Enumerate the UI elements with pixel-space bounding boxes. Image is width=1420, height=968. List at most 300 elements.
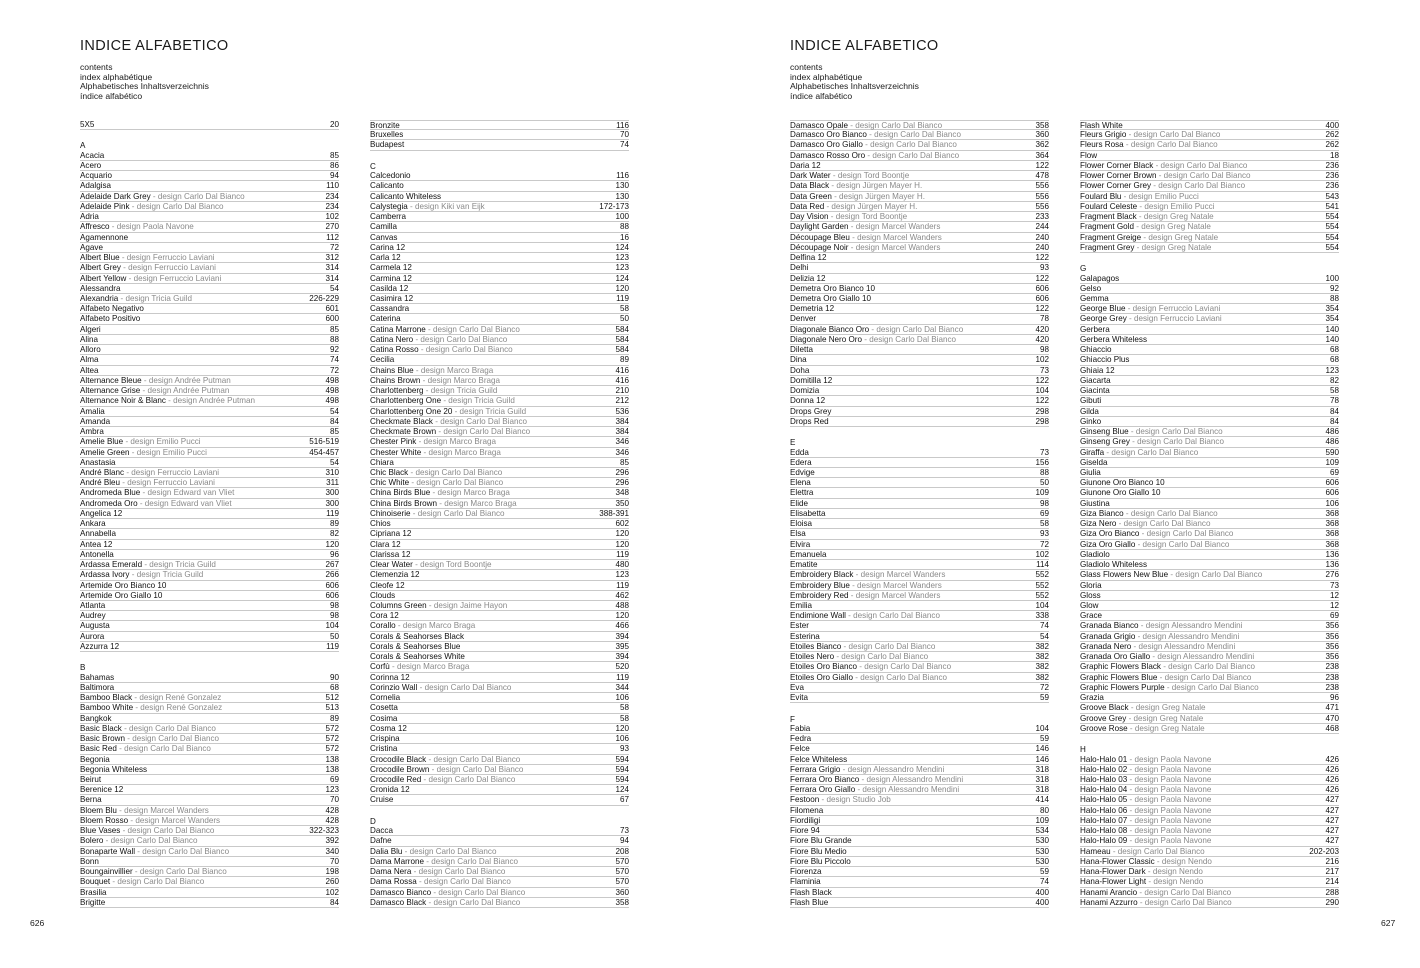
- entry-page: 122: [1035, 273, 1049, 283]
- entry-designer: - design Carlo Dal Bianco: [417, 877, 511, 886]
- index-entry: [80, 202, 339, 212]
- index-entry: [80, 611, 339, 621]
- entry-page: 122: [1035, 304, 1049, 314]
- entry-designer: - design Andrée Putman: [166, 396, 255, 405]
- entry-name: Giselda: [1080, 457, 1108, 467]
- entry-name: Adelaide Pink: [80, 201, 130, 211]
- index-entry: [1080, 284, 1339, 294]
- index-entry: [790, 581, 1049, 591]
- index-entry: [1080, 499, 1339, 509]
- entry-name: Drops Red: [790, 416, 829, 426]
- entry-name: Clara 12: [370, 539, 401, 549]
- entry-name: Fragment Greige: [1080, 232, 1142, 242]
- entry-page: 102: [1035, 549, 1049, 559]
- entry-page: 72: [1039, 682, 1049, 692]
- index-entry: [790, 888, 1049, 898]
- entry-name: Edvige: [790, 467, 815, 477]
- index-entry: [370, 519, 629, 529]
- entry-page: 606: [325, 590, 339, 600]
- entry-name: Carmela 12: [370, 263, 412, 273]
- letter-group: [80, 120, 339, 130]
- entry-page: 238: [1325, 672, 1339, 682]
- entry-page: 210: [615, 386, 629, 396]
- index-entry: [370, 233, 629, 243]
- entry-designer: - design Marco Braga: [420, 376, 500, 385]
- entry-page: 541: [1325, 201, 1339, 211]
- entry-name: 5X5: [80, 120, 95, 129]
- entry-name: Eva: [790, 682, 804, 692]
- index-entry: [790, 478, 1049, 488]
- entry-name: Halo-Halo 01: [1080, 754, 1128, 764]
- index-entry: [370, 734, 629, 744]
- index-entry: [790, 366, 1049, 376]
- index-entry: [790, 734, 1049, 744]
- entry-page: 54: [329, 406, 339, 416]
- entry-name: Fedra: [790, 734, 812, 744]
- entry-name: Elisabetta: [790, 508, 826, 518]
- entry-page: 530: [1035, 856, 1049, 866]
- entry-name: Artemide Oro Bianco 10: [80, 580, 167, 590]
- entry-designer: - design Carlo Dal Bianco: [1138, 898, 1232, 907]
- entry-page: 310: [325, 467, 339, 477]
- entry-name: China Birds Blue: [370, 488, 431, 498]
- entry-page: 400: [1035, 897, 1049, 907]
- entry-name: Daylight Garden: [790, 222, 849, 232]
- entry-page: 344: [615, 682, 629, 692]
- entry-designer: - design Carlo Dal Bianco: [865, 151, 959, 160]
- entry-name: Diagonale Nero Oro: [790, 334, 862, 344]
- entry-designer: - design Carlo Dal Bianco: [862, 335, 956, 344]
- index-entry: [790, 673, 1049, 683]
- index-entry: [80, 734, 339, 744]
- entry-name: Flash Blue: [790, 897, 829, 907]
- entry-page: 198: [325, 867, 339, 877]
- entry-name: Chinoiserie: [370, 508, 411, 518]
- index-entry: [80, 836, 339, 846]
- entry-page: 238: [1325, 662, 1339, 672]
- index-entry: [1080, 529, 1339, 539]
- index-entry: [790, 325, 1049, 335]
- entry-page: 120: [615, 529, 629, 539]
- entry-page: 234: [325, 191, 339, 201]
- entry-page: 89: [619, 355, 629, 365]
- entry-name: Corallo: [370, 621, 396, 631]
- entry-page: 314: [325, 273, 339, 283]
- index-entry: [370, 437, 629, 447]
- entry-page: 120: [615, 611, 629, 621]
- entry-page: 69: [1329, 611, 1339, 621]
- entry-name: Cosetta: [370, 703, 398, 713]
- entry-page: 552: [1035, 590, 1049, 600]
- entry-name: Ginseng Blue: [1080, 427, 1129, 437]
- index-entry: [1080, 714, 1339, 724]
- entry-name: Delhi: [790, 263, 809, 273]
- entry-page: 454-457: [309, 447, 339, 457]
- entry-name: Bamboo Black: [80, 693, 133, 703]
- entry-name: Chic White: [370, 478, 410, 488]
- entry-designer: - design Marco Braga: [437, 499, 517, 508]
- entry-page: 138: [325, 754, 339, 764]
- entry-page: 67: [619, 795, 629, 805]
- entry-page: 238: [1325, 682, 1339, 692]
- entry-page: 594: [615, 754, 629, 764]
- index-entry: [370, 550, 629, 560]
- index-entry: [370, 335, 629, 345]
- index-entry: [80, 499, 339, 509]
- entry-page: 554: [1325, 232, 1339, 242]
- entry-name: Alessandra: [80, 283, 121, 293]
- entry-name: Giulia: [1080, 467, 1101, 477]
- entry-name: Felce: [790, 744, 810, 754]
- entry-name: Caterina: [370, 314, 401, 324]
- entry-page: 92: [329, 345, 339, 355]
- entry-designer: - design Carlo Dal Bianco: [130, 202, 224, 211]
- entry-page: 572: [325, 734, 339, 744]
- entry-name: Granada Oro Giallo: [1080, 652, 1151, 662]
- index-entry: [790, 724, 1049, 734]
- entry-designer: - design Emilio Pucci: [1121, 192, 1198, 201]
- index-entry: [790, 642, 1049, 652]
- entry-name: Antonella: [80, 549, 114, 559]
- entry-name: Cora 12: [370, 611, 399, 621]
- entry-designer: - design Carlo Dal Bianco: [1126, 130, 1220, 139]
- index-entry: [370, 427, 629, 437]
- entry-page: 368: [1325, 508, 1339, 518]
- entry-name: Elvira: [790, 539, 811, 549]
- entry-name: Flower Corner Brown: [1080, 171, 1157, 181]
- letter-heading: E: [790, 438, 796, 448]
- entry-page: 416: [615, 365, 629, 375]
- entry-designer: - design Carlo Dal Bianco: [120, 826, 214, 835]
- subtitle: contents: [80, 62, 113, 72]
- entry-name: Cosma 12: [370, 723, 407, 733]
- entry-designer: - design Marcel Wanders: [128, 816, 220, 825]
- index-entry: [1080, 345, 1339, 355]
- index-entry: [370, 355, 629, 365]
- entry-name: Casimira 12: [370, 293, 414, 303]
- entry-name: Damasco Black: [370, 897, 427, 907]
- entry-name: Damasco Oro Bianco: [790, 130, 867, 140]
- entry-name: Esterina: [790, 631, 820, 641]
- index-entry: [80, 693, 339, 703]
- entry-page: 312: [325, 253, 339, 263]
- entry-name: Daria 12: [790, 160, 821, 170]
- index-entry: [370, 140, 629, 150]
- index-entry: [80, 560, 339, 570]
- entry-page: 20: [329, 120, 339, 129]
- entry-name: Glow: [1080, 601, 1099, 611]
- index-entry: [1080, 233, 1339, 243]
- entry-designer: - design Marcel Wanders: [117, 806, 209, 815]
- entry-page: 124: [615, 273, 629, 283]
- entry-name: Calicanto Whiteless: [370, 191, 442, 201]
- entry-name: Berna: [80, 795, 102, 805]
- entry-name: Ferrara Oro Giallo: [790, 785, 856, 795]
- entry-page: 426: [1325, 754, 1339, 764]
- subtitle-list: [80, 63, 209, 101]
- index-entry: [790, 560, 1049, 570]
- index-entry: [790, 857, 1049, 867]
- index-entry: [790, 314, 1049, 324]
- entry-name: Bonaparte Wall: [80, 846, 136, 856]
- entry-name: Atlanta: [80, 601, 106, 611]
- entry-name: Charlottenberg: [370, 386, 424, 396]
- entry-page: 54: [329, 457, 339, 467]
- index-entry: [790, 263, 1049, 273]
- entry-page: 54: [1039, 631, 1049, 641]
- entry-page: 572: [325, 744, 339, 754]
- index-entry: [790, 140, 1049, 150]
- entry-name: Fragment Grey: [1080, 242, 1135, 252]
- entry-name: Foulard Blu: [1080, 191, 1122, 201]
- entry-page: 394: [615, 631, 629, 641]
- entry-name: Bloem Rosso: [80, 815, 129, 825]
- index-entry: [370, 847, 629, 857]
- group-spacer: [1080, 253, 1339, 263]
- index-entry: [1080, 294, 1339, 304]
- entry-designer: - design Jürgen Mayer H.: [832, 192, 925, 201]
- entry-name: Denver: [790, 314, 817, 324]
- entry-page: 360: [1035, 130, 1049, 140]
- entry-page: 138: [325, 764, 339, 774]
- entry-name: Fabia: [790, 723, 811, 733]
- index-entry: [790, 355, 1049, 365]
- letter-group: [370, 120, 629, 151]
- index-entry: [1080, 130, 1339, 140]
- index-entry: [1080, 488, 1339, 498]
- entry-designer: - design Nendo: [1146, 867, 1203, 876]
- entry-designer: - design Greg Natale: [1129, 703, 1206, 712]
- entry-page: 104: [325, 621, 339, 631]
- entry-name: Chios: [370, 519, 391, 529]
- entry-designer: - design Carlo Dal Bianco: [436, 427, 530, 436]
- entry-name: Felce Whiteless: [790, 754, 848, 764]
- entry-page: 356: [1325, 652, 1339, 662]
- entry-page: 78: [1039, 314, 1049, 324]
- entry-page: 106: [1325, 498, 1339, 508]
- index-entry: [1080, 427, 1339, 437]
- index-entry: [1080, 325, 1339, 335]
- entry-name: Bangkok: [80, 713, 112, 723]
- entry-page: 58: [1329, 386, 1339, 396]
- entry-designer: - design Paola Navone: [1127, 816, 1211, 825]
- entry-designer: - design Carlo Dal Bianco: [1104, 448, 1198, 457]
- entry-page: 426: [1325, 785, 1339, 795]
- entry-name: Emilia: [790, 601, 813, 611]
- entry-page: 58: [1039, 519, 1049, 529]
- index-entry: [790, 693, 1049, 703]
- entry-name: Corals & Seahorses White: [370, 652, 465, 662]
- entry-name: Clear Water: [370, 560, 413, 570]
- index-entry: [1080, 867, 1339, 877]
- entry-designer: - design Carlo Dal Bianco: [867, 130, 961, 139]
- entry-page: 384: [615, 427, 629, 437]
- entry-name: Amanda: [80, 416, 111, 426]
- entry-name: Elsa: [790, 529, 806, 539]
- index-entry: [370, 560, 629, 570]
- letter-group: [80, 130, 339, 652]
- entry-page: 73: [619, 826, 629, 836]
- index-entry: [370, 683, 629, 693]
- entry-page: 606: [1035, 283, 1049, 293]
- entry-page: 244: [1035, 222, 1049, 232]
- index-entry: [1080, 581, 1339, 591]
- index-entry: [1080, 366, 1339, 376]
- page-title: INDICE ALFABETICO: [80, 38, 229, 54]
- entry-page: 104: [1035, 723, 1049, 733]
- entry-name: Giza Nero: [1080, 519, 1117, 529]
- entry-name: Flaminia: [790, 877, 821, 887]
- entry-designer: - design Paola Navone: [1127, 795, 1211, 804]
- entry-page: 116: [616, 121, 629, 130]
- entry-page: 73: [1329, 580, 1339, 590]
- entry-name: Affresco: [80, 222, 110, 232]
- index-entry: [1080, 611, 1339, 621]
- entry-designer: - design Alessandro Mendini: [840, 765, 944, 774]
- index-entry: [1080, 448, 1339, 458]
- entry-designer: - design Carlo Dal Bianco: [426, 755, 520, 764]
- entry-designer: - design Marco Braga: [390, 662, 470, 671]
- entry-page: 109: [1325, 457, 1339, 467]
- letter-group: [80, 652, 339, 908]
- entry-page: 119: [326, 508, 339, 518]
- index-entry: [1080, 396, 1339, 406]
- entry-page: 74: [1039, 877, 1049, 887]
- entry-page: 486: [1325, 437, 1339, 447]
- index-entry: [790, 130, 1049, 140]
- entry-name: Corals & Seahorses Black: [370, 631, 465, 641]
- entry-name: Etoiles Nero: [790, 652, 835, 662]
- index-entry: [80, 222, 339, 232]
- index-entry: [790, 386, 1049, 396]
- index-entry: [80, 325, 339, 335]
- entry-name: Acquario: [80, 171, 112, 181]
- entry-designer: - design Nendo: [1155, 857, 1212, 866]
- index-entry: [370, 724, 629, 734]
- index-entry: [80, 601, 339, 611]
- index-entry: [790, 795, 1049, 805]
- entry-designer: - design Carlo Dal Bianco: [417, 683, 511, 692]
- index-entry: [1080, 652, 1339, 662]
- entry-name: Cristina: [370, 744, 398, 754]
- entry-designer: - design Marcel Wanders: [849, 222, 941, 231]
- entry-page: 93: [1039, 263, 1049, 273]
- index-entry: [370, 499, 629, 509]
- entry-name: Elettra: [790, 488, 814, 498]
- entry-name: Clouds: [370, 590, 396, 600]
- index-entry: [370, 396, 629, 406]
- entry-name: Damasco Rosso Oro: [790, 150, 866, 160]
- entry-page: 601: [325, 304, 339, 314]
- entry-name: Domitilla 12: [790, 375, 833, 385]
- entry-page: 426: [1325, 764, 1339, 774]
- entry-page: 70: [619, 130, 629, 140]
- entry-designer: - design Andrée Putman: [140, 386, 229, 395]
- entry-name: Albert Yellow: [80, 273, 127, 283]
- entry-designer: - design Marco Braga: [414, 366, 494, 375]
- entry-name: Edera: [790, 457, 812, 467]
- entry-page: 70: [329, 795, 339, 805]
- index-entry: [80, 581, 339, 591]
- entry-name: Dama Nera: [370, 867, 412, 877]
- entry-name: Découpage Bleu: [790, 232, 850, 242]
- entry-name: Gerbera Whiteless: [1080, 334, 1148, 344]
- entry-name: Chains Blue: [370, 365, 414, 375]
- entry-name: Dalia Blu: [370, 846, 403, 856]
- entry-name: Antea 12: [80, 539, 113, 549]
- entry-designer: - design Carlo Dal Bianco: [848, 121, 942, 129]
- index-entry: [370, 458, 629, 468]
- subtitle: Alphabetisches Inhaltsverzeichnis: [790, 81, 919, 92]
- index-column: [80, 120, 339, 908]
- entry-name: Ardassa Emerald: [80, 560, 143, 570]
- entry-name: Cassandra: [370, 304, 410, 314]
- entry-name: Cruise: [370, 795, 394, 805]
- entry-designer: - design Alessandro Mendini: [1131, 642, 1235, 651]
- entry-designer: - design Carlo Dal Bianco: [841, 642, 935, 651]
- entry-name: Bloem Blu: [80, 805, 117, 815]
- entry-designer: - design Marco Braga: [430, 488, 510, 497]
- entry-page: 240: [1035, 232, 1049, 242]
- letter-heading: A: [80, 141, 86, 151]
- entry-name: Giacarta: [1080, 375, 1111, 385]
- entry-designer: - design Kiki van Eijk: [408, 202, 485, 211]
- entry-page: 50: [1039, 478, 1049, 488]
- index-entry: [790, 621, 1049, 631]
- entry-page: 73: [1039, 447, 1049, 457]
- entry-page: 80: [1039, 805, 1049, 815]
- entry-designer: - design Carlo Dal Bianco: [103, 836, 197, 845]
- index-entry: [1080, 621, 1339, 631]
- index-entry: [370, 611, 629, 621]
- index-entry: [80, 488, 339, 498]
- entry-page: 554: [1325, 212, 1339, 222]
- index-entry: [790, 591, 1049, 601]
- entry-page: 70: [329, 856, 339, 866]
- entry-page: 123: [615, 263, 629, 273]
- entry-name: Ferrara Oro Bianco: [790, 775, 860, 784]
- entry-designer: - design Edward van Vliet: [140, 488, 234, 497]
- entry-designer: - design Carlo Dal Bianco: [1153, 161, 1247, 170]
- index-entry: [1080, 755, 1339, 765]
- entry-name: Gladiolo Whiteless: [1080, 560, 1148, 570]
- entry-page: 146: [1035, 754, 1049, 764]
- entry-page: 266: [325, 570, 339, 580]
- entry-page: 98: [1039, 345, 1049, 355]
- entry-name: Charlottenberg One: [370, 396, 442, 406]
- entry-designer: - design Marco Braga: [396, 621, 476, 630]
- entry-page: 318: [1035, 785, 1049, 795]
- page-title: INDICE ALFABETICO: [790, 38, 939, 54]
- index-entry: [370, 120, 629, 130]
- entry-name: Columns Green: [370, 601, 427, 611]
- entry-page: 233: [1035, 212, 1049, 222]
- entry-page: 602: [615, 519, 629, 529]
- index-entry: [80, 621, 339, 631]
- entry-name: Aurora: [80, 631, 105, 641]
- entry-name: Demetria 12: [790, 304, 835, 314]
- entry-name: Dina: [790, 355, 807, 365]
- entry-page: 594: [615, 764, 629, 774]
- index-entry: [80, 888, 339, 898]
- entry-name: Carla 12: [370, 253, 401, 263]
- entry-page: 82: [329, 529, 339, 539]
- entry-name: Day Vision: [790, 212, 829, 222]
- entry-name: Altea: [80, 365, 99, 375]
- entry-name: Crocodile Black: [370, 754, 427, 764]
- entry-name: Hana-Flower Dark: [1080, 867, 1146, 877]
- entry-name: Alloro: [80, 345, 101, 355]
